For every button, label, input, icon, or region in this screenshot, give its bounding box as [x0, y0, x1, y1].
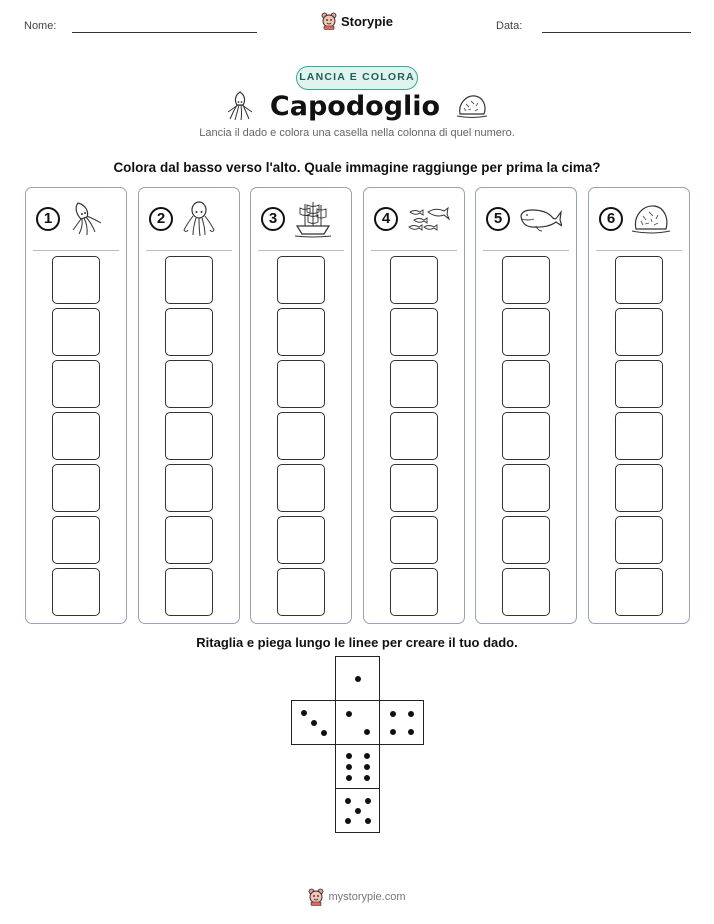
column-5 [475, 187, 577, 624]
color-box[interactable] [615, 360, 663, 408]
column-header [486, 198, 568, 240]
column-number: 5 [486, 207, 510, 231]
ambergris-icon [456, 92, 488, 120]
brand [0, 12, 714, 30]
color-box[interactable] [615, 464, 663, 512]
color-box[interactable] [390, 360, 438, 408]
page-title: Capodoglio [269, 90, 441, 122]
color-box[interactable] [277, 412, 325, 460]
dice-face-2 [335, 700, 380, 745]
dice-face-6 [335, 744, 380, 789]
color-box[interactable] [502, 308, 550, 356]
color-box[interactable] [165, 412, 213, 460]
color-box[interactable] [615, 308, 663, 356]
column-number: 2 [149, 207, 173, 231]
pip [301, 710, 307, 716]
color-box[interactable] [52, 256, 100, 304]
dice-face-4 [379, 700, 424, 745]
pip [355, 676, 361, 682]
pip [345, 798, 351, 804]
name-line[interactable] [72, 32, 257, 33]
pip [346, 711, 352, 717]
column-header [36, 198, 118, 240]
column-divider [596, 250, 682, 251]
color-box[interactable] [615, 412, 663, 460]
color-box[interactable] [277, 464, 325, 512]
column-divider [483, 250, 569, 251]
title-row [0, 90, 714, 122]
color-box[interactable] [52, 568, 100, 616]
color-box[interactable] [277, 360, 325, 408]
date-line[interactable] [542, 32, 691, 33]
color-box[interactable] [502, 516, 550, 564]
pip [364, 753, 370, 759]
column-4 [363, 187, 465, 624]
color-box[interactable] [615, 516, 663, 564]
subtitle: Lancia il dado e colora una casella nella colonna di quel numero. [199, 127, 515, 139]
color-box[interactable] [165, 568, 213, 616]
squid-icon [68, 200, 104, 238]
column-6 [588, 187, 690, 624]
brand-name: Storypie [340, 13, 393, 29]
color-box[interactable] [502, 256, 550, 304]
pip [355, 808, 361, 814]
color-box[interactable] [277, 568, 325, 616]
pip [321, 730, 327, 736]
column-divider [33, 250, 119, 251]
color-box[interactable] [502, 464, 550, 512]
name-label: Nome: [24, 20, 57, 32]
column-divider [371, 250, 457, 251]
color-box[interactable] [615, 256, 663, 304]
color-box[interactable] [615, 568, 663, 616]
date-label: Data: [496, 20, 523, 32]
column-number: 4 [374, 207, 398, 231]
whale-icon [518, 204, 562, 234]
column-divider [146, 250, 232, 251]
footer [0, 888, 714, 906]
column-divider [258, 250, 344, 251]
pip [365, 818, 371, 824]
octopus-icon [181, 200, 217, 238]
pip [364, 775, 370, 781]
pip [345, 818, 351, 824]
column-number: 1 [36, 207, 60, 231]
color-box[interactable] [502, 412, 550, 460]
color-box[interactable] [52, 360, 100, 408]
color-box[interactable] [390, 568, 438, 616]
pip [408, 711, 414, 717]
pip [364, 729, 370, 735]
color-box[interactable] [165, 308, 213, 356]
pip [390, 711, 396, 717]
color-box[interactable] [277, 256, 325, 304]
pip [346, 764, 352, 770]
dice-face-3 [291, 700, 336, 745]
ship-icon [293, 200, 333, 238]
color-box[interactable] [165, 516, 213, 564]
footer-url[interactable]: mystorypie.com [328, 891, 406, 903]
color-box[interactable] [277, 308, 325, 356]
column-header [261, 198, 343, 240]
pip [346, 775, 352, 781]
color-box[interactable] [390, 256, 438, 304]
pip [408, 729, 414, 735]
fish-school-icon [406, 204, 450, 234]
dice-face-1 [335, 656, 380, 701]
column-header [599, 198, 681, 240]
color-box[interactable] [502, 568, 550, 616]
color-box[interactable] [52, 464, 100, 512]
color-box[interactable] [502, 360, 550, 408]
pip [364, 764, 370, 770]
pip [346, 753, 352, 759]
column-2 [138, 187, 240, 624]
color-box[interactable] [390, 412, 438, 460]
squid-icon [226, 90, 254, 122]
column-header [149, 198, 231, 240]
color-box[interactable] [52, 412, 100, 460]
column-number: 6 [599, 207, 623, 231]
color-box[interactable] [52, 516, 100, 564]
column-1 [25, 187, 127, 624]
dice-face-5 [335, 788, 380, 833]
coloring-instruction: Colora dal basso verso l'alto. Quale immagine raggiunge per prima la cima? [113, 160, 601, 175]
column-3 [250, 187, 352, 624]
color-box[interactable] [52, 308, 100, 356]
ambergris-icon [631, 202, 671, 236]
pip [390, 729, 396, 735]
column-number: 3 [261, 207, 285, 231]
color-box[interactable] [165, 464, 213, 512]
storypie-logo-icon [308, 888, 324, 906]
color-box[interactable] [165, 256, 213, 304]
color-box[interactable] [390, 308, 438, 356]
color-box[interactable] [165, 360, 213, 408]
color-box[interactable] [390, 516, 438, 564]
column-header [374, 198, 456, 240]
color-box[interactable] [277, 516, 325, 564]
storypie-logo-icon [321, 12, 337, 30]
activity-badge: LANCIA E COLORA [296, 66, 418, 90]
dice-instruction: Ritaglia e piega lungo le linee per creare il tuo dado. [196, 635, 518, 650]
pip [311, 720, 317, 726]
pip [365, 798, 371, 804]
color-box[interactable] [390, 464, 438, 512]
